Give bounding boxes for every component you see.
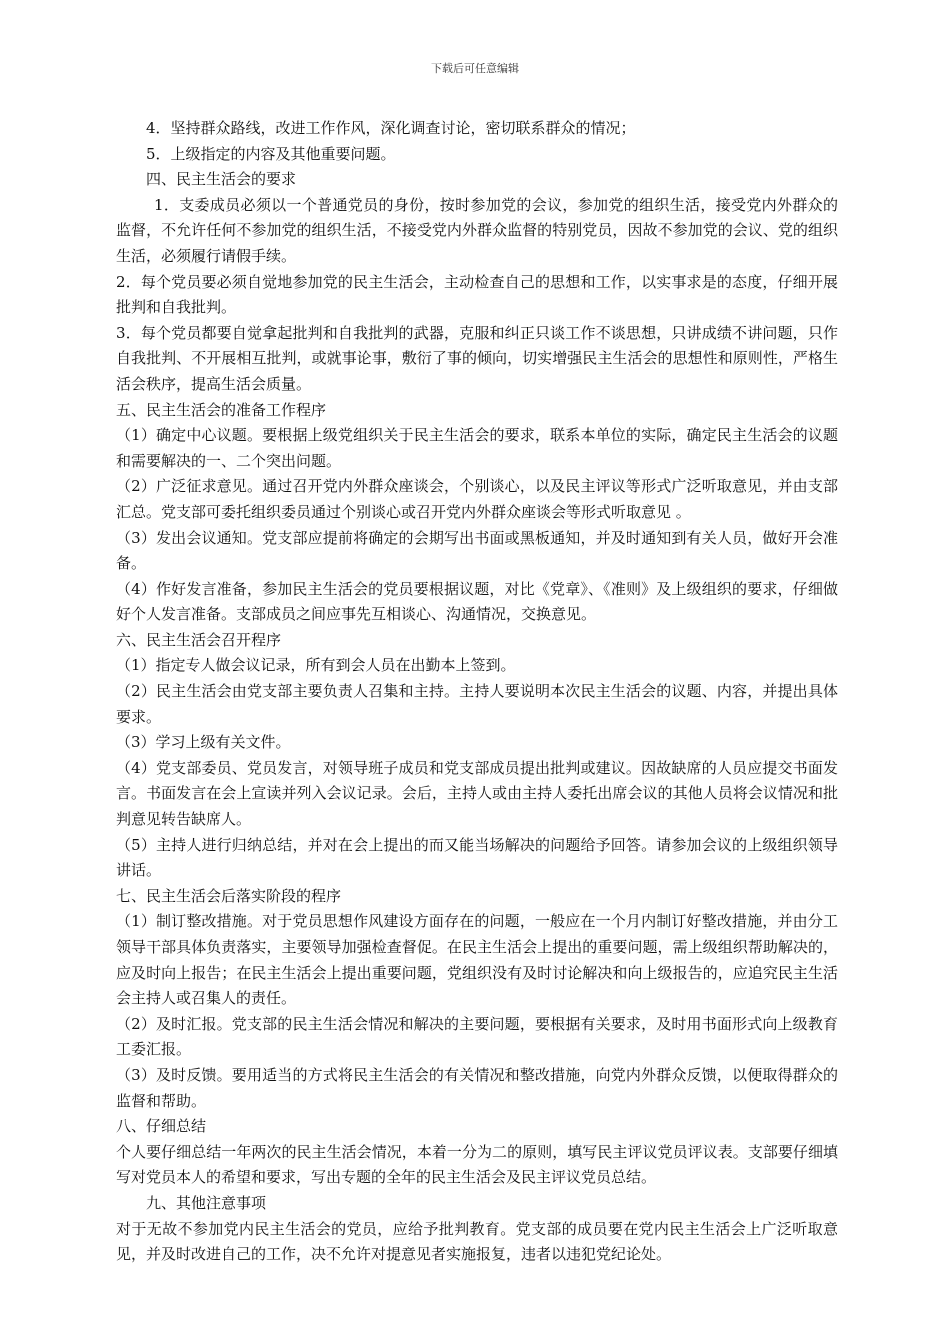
paragraph: （2）民主生活会由党支部主要负责人召集和主持。主持人要说明本次民主生活会的议题、内容，并提出具体要求。 [116, 682, 838, 726]
paragraph: （4）作好发言准备，参加民主生活会的党员要根据议题，对比《党章》、《准则》及上级组织的要求，仔细做好个人发言准备。支部成员之间应事先互相谈心、沟通情况，交换意见。 [116, 579, 838, 624]
section-heading: 九、其他注意事项 [146, 1193, 267, 1212]
page-header: 下载后可任意编辑 [431, 62, 519, 75]
paragraph: （4）党支部委员、党员发言，对领导班子成员和党支部成员提出批判或建议。因故缺席的人员应提交书面发言。书面发言在会上宣读并列入会议记录。会后，主持人或由主持人委托出席会议的其他人员将会议情况和批判意见转告缺席人。 [116, 758, 838, 829]
paragraph: （1）制订整改措施。对于党员思想作风建设方面存在的问题，一般应在一个月内制订好整改措施，并由分工领导干部具体负责落实，主要领导加强检查督促。在民主生活会上提出的重要问题，需上级组织帮助解决的，应及时向上报告；在民主生活会上提出重要问题，党组织没有及时讨论解决和向上级报告的，应追究民主生活会主持人或召集人的责任。 [116, 912, 838, 1008]
paragraph: （2）及时汇报。党支部的民主生活会情况和解决的主要问题，要根据有关要求，及时用书面形式向上级教育工委汇报。 [116, 1014, 838, 1059]
section-heading: 八、仔细总结 [116, 1117, 207, 1136]
section-heading: 四、民主生活会的要求 [146, 170, 297, 189]
section-heading: 七、民主生活会后落实阶段的程序 [116, 886, 342, 905]
list-item: 4．坚持群众路线，改进工作作风，深化调查讨论，密切联系群众的情况； [146, 119, 636, 137]
paragraph: （5）主持人进行归纳总结，并对在会上提出的而又能当场解决的问题给予回答。请参加会议的上级组织领导讲话。 [116, 835, 838, 880]
section-heading: 五、民主生活会的准备工作程序 [116, 400, 327, 419]
document-body [116, 116, 838, 1268]
paragraph: （3）学习上级有关文件。 [116, 733, 291, 752]
paragraph: （1）指定专人做会议记录，所有到会人员在出勤本上签到。 [116, 656, 516, 675]
paragraph: （3）发出会议通知。党支部应提前将确定的会期写出书面或黑板通知，并及时通知到有关人员，做好开会准备。 [116, 528, 838, 573]
paragraph: （2）广泛征求意见。通过召开党内外群众座谈会，个别谈心，以及民主评议等形式广泛听取意见，并由支部汇总。党支部可委托组织委员通过个别谈心或召开党内外群众座谈会等形式听取意见 。 [116, 477, 838, 521]
paragraph: 2．每个党员要必须自觉地参加党的民主生活会，主动检查自己的思想和工作，以实事求是的态度，仔细开展批判和自我批判。 [116, 272, 838, 317]
list-item: 5．上级指定的内容及其他重要问题。 [146, 144, 396, 163]
section-heading: 六、民主生活会召开程序 [116, 630, 282, 649]
paragraph: （1）确定中心议题。要根据上级党组织关于民主生活会的要求，联系本单位的实际，确定民主生活会的议题和需要解决的一、二个突出问题。 [116, 426, 838, 470]
paragraph: （3）及时反馈。要用适当的方式将民主生活会的有关情况和整改措施，向党内外群众反馈，以便取得群众的监督和帮助。 [116, 1065, 838, 1110]
paragraph: 1．支委成员必须以一个普通党员的身份，按时参加党的会议，参加党的组织生活，接受党内外群众的监督，不允许任何不参加党的组织生活，不接受党内外群众监督的特别党员，因故不参加党的会议、党的组织生活，必须履行请假手续。 [116, 195, 838, 265]
paragraph: 对于无故不参加党内民主生活会的党员，应给予批判教育。党支部的成员要在党内民主生活会上广泛听取意见，并及时改进自己的工作，决不允许对提意见者实施报复，违者以违犯党纪论处。 [116, 1219, 838, 1264]
paragraph: 个人要仔细总结一年两次的民主生活会情况，本着一分为二的原则，填写民主评议党员评议表。支部要仔细填写对党员本人的希望和要求，写出专题的全年的民主生活会及民主评议党员总结。 [116, 1142, 838, 1187]
paragraph: 3．每个党员都要自觉拿起批判和自我批判的武器，克服和纠正只谈工作不谈思想，只讲成绩不讲问题，只作自我批判、不开展相互批判，或就事论事，敷衍了事的倾向，切实增强民主生活会的思想性和原则性，严格生活会秩序，提高生活会质量。 [116, 323, 838, 393]
